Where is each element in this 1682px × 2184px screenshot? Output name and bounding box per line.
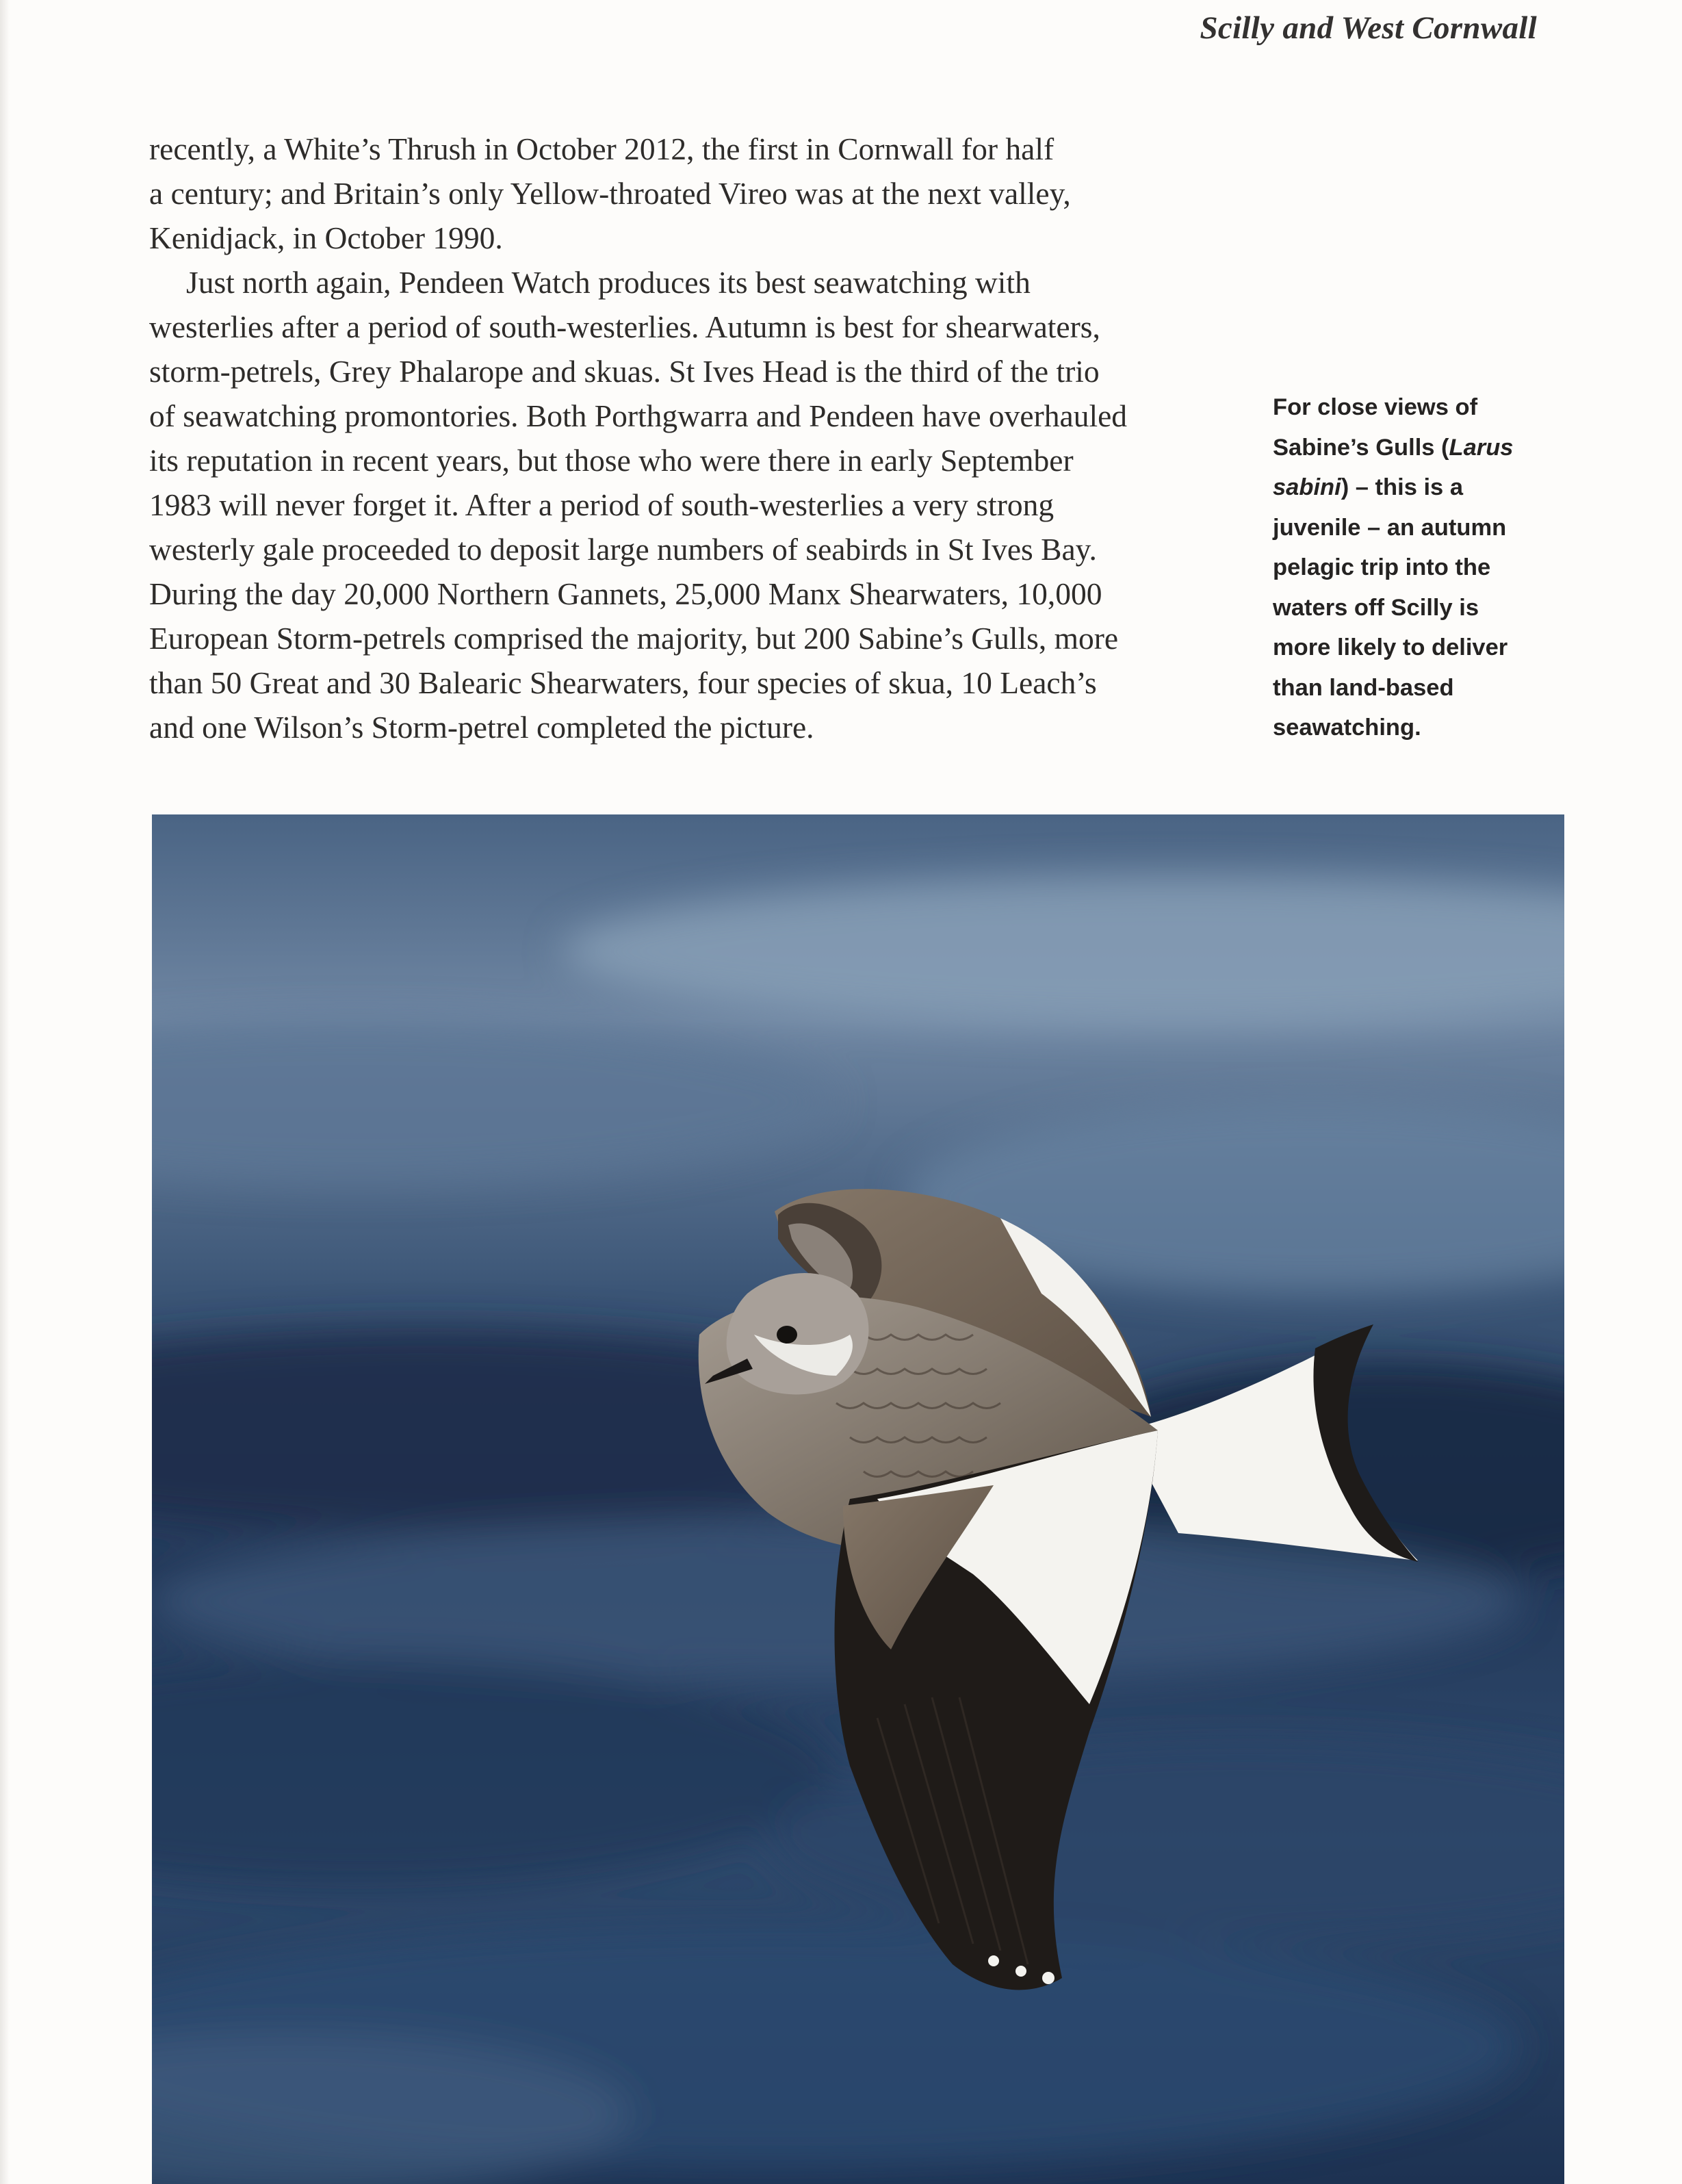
- caption-line: more likely to deliver: [1273, 634, 1508, 660]
- body-line: westerlies after a period of south-westerlies. Autumn is best for shearwaters,: [149, 309, 1100, 344]
- body-line: During the day 20,000 Northern Gannets, 25,000 Manx Shearwaters, 10,000: [149, 576, 1102, 611]
- caption-line: waters off Scilly is: [1273, 594, 1479, 621]
- caption-latin-genus: Larus: [1449, 434, 1514, 461]
- body-line: a century; and Britain’s only Yellow-throated Vireo was at the next valley,: [149, 176, 1071, 211]
- body-line: than 50 Great and 30 Balearic Shearwaters, four species of skua, 10 Leach’s: [149, 665, 1097, 700]
- caption-line: than land-based: [1273, 674, 1454, 701]
- body-text: [149, 127, 1206, 749]
- sabines-gull-photo: [152, 814, 1564, 2184]
- caption-line: seawatching.: [1273, 715, 1421, 741]
- gull-photo-illustration: [152, 814, 1564, 2184]
- body-line: of seawatching promontories. Both Porthgwarra and Pendeen have overhauled: [149, 398, 1128, 433]
- caption-text: ) – this is a: [1341, 474, 1464, 500]
- caption-line: juvenile – an autumn: [1273, 514, 1507, 541]
- scan-edge-shadow: [0, 0, 10, 2184]
- caption-line: [1273, 467, 1560, 508]
- photo-caption: [1273, 387, 1560, 748]
- caption-latin-species: sabini: [1273, 474, 1341, 500]
- body-line: recently, a White’s Thrush in October 2012, the first in Cornwall for half: [149, 131, 1055, 166]
- caption-line: pelagic trip into the: [1273, 554, 1491, 580]
- body-line: westerly gale proceeded to deposit large numbers of seabirds in St Ives Bay.: [149, 532, 1097, 567]
- caption-text: Sabine’s Gulls (: [1273, 434, 1449, 461]
- gull-eye: [777, 1326, 797, 1344]
- caption-line: For close views of: [1273, 394, 1478, 420]
- body-line: Kenidjack, in October 1990.: [149, 220, 503, 255]
- body-line: 1983 will never forget it. After a period of south-westerlies a very strong: [149, 487, 1055, 522]
- caption-line: [1273, 428, 1560, 468]
- running-header: Scilly and West Cornwall: [1200, 10, 1537, 46]
- body-line: European Storm-petrels comprised the majority, but 200 Sabine’s Gulls, more: [149, 621, 1119, 656]
- body-line: its reputation in recent years, but those who were there in early September: [149, 443, 1074, 478]
- body-line: and one Wilson’s Storm-petrel completed the picture.: [149, 710, 814, 745]
- body-line: storm-petrels, Grey Phalarope and skuas. St Ives Head is the third of the trio: [149, 354, 1100, 389]
- body-line-paragraph-start: Just north again, Pendeen Watch produces its best seawatching with: [186, 265, 1031, 300]
